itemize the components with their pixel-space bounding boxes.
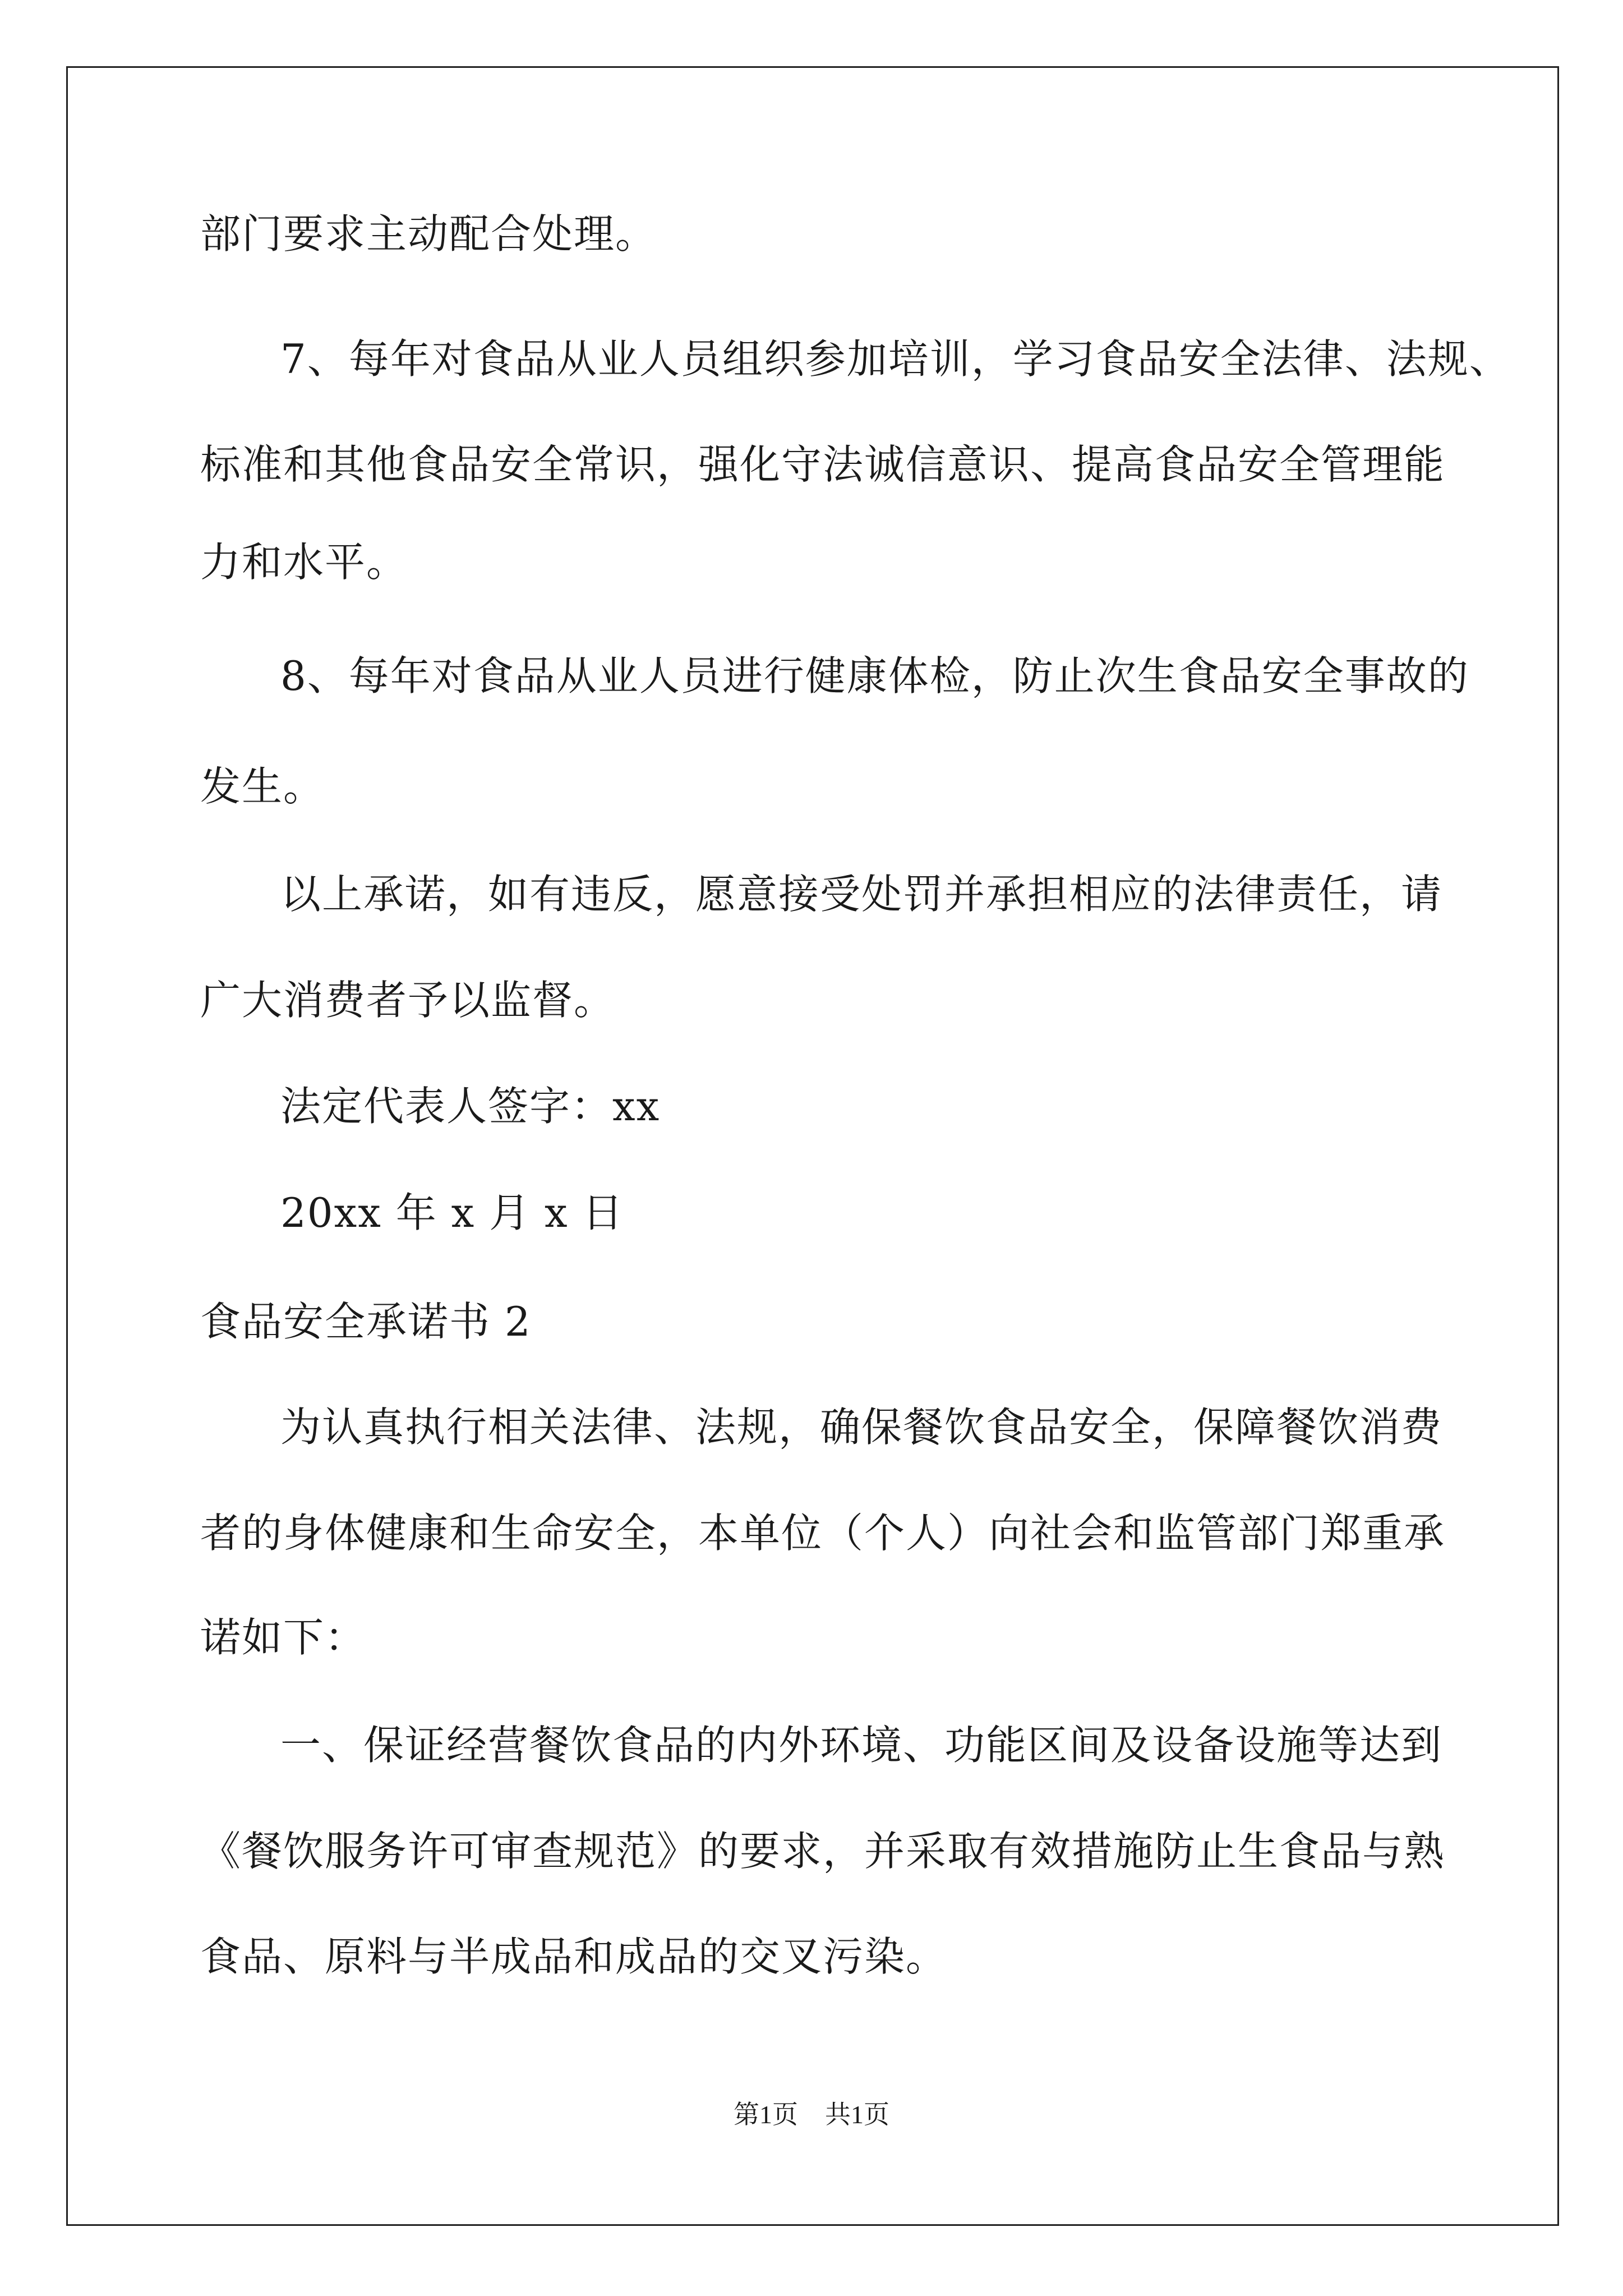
date-line: 20xx 年 x 月 x 日: [280, 1189, 624, 1236]
paragraph-line: 力和水平。: [200, 539, 408, 586]
page-number: 第1页: [734, 2100, 798, 2129]
paragraph-line: 发生。: [200, 763, 325, 810]
page-border: [66, 66, 1559, 2226]
page-total: 共1页: [825, 2100, 889, 2129]
paragraph-line: 7、每年对食品从业人员组织参加培训，学习食品安全法律、法规、: [280, 335, 1511, 383]
paragraph-line: 标准和其他食品安全常识，强化守法诚信意识、提高食品安全管理能: [200, 441, 1446, 488]
paragraph-line: 一、保证经营餐饮食品的内外环境、功能区间及设备设施等达到: [280, 1722, 1443, 1769]
signature-line: 法定代表人签字：xx: [280, 1083, 661, 1130]
paragraph-line: 8、每年对食品从业人员进行健康体检，防止次生食品安全事故的: [280, 652, 1469, 700]
page-footer: [0, 2098, 1623, 2132]
paragraph-line: 广大消费者予以监督。: [200, 977, 616, 1024]
paragraph-line: 食品、原料与半成品和成品的交叉污染。: [200, 1933, 948, 1980]
paragraph-line: 为认真执行相关法律、法规，确保餐饮食品安全，保障餐饮消费: [280, 1404, 1443, 1451]
paragraph-line: 《餐饮服务许可审查规范》的要求，并采取有效措施防止生食品与熟: [200, 1828, 1446, 1875]
paragraph-line: 诺如下：: [200, 1614, 367, 1661]
paragraph-line: 者的身体健康和生命安全，本单位（个人）向社会和监管部门郑重承: [200, 1510, 1446, 1557]
section-heading: 食品安全承诺书 2: [200, 1298, 532, 1345]
paragraph-line: 部门要求主动配合处理。: [200, 210, 657, 257]
paragraph-line: 以上承诺，如有违反，愿意接受处罚并承担相应的法律责任，请: [280, 871, 1443, 918]
